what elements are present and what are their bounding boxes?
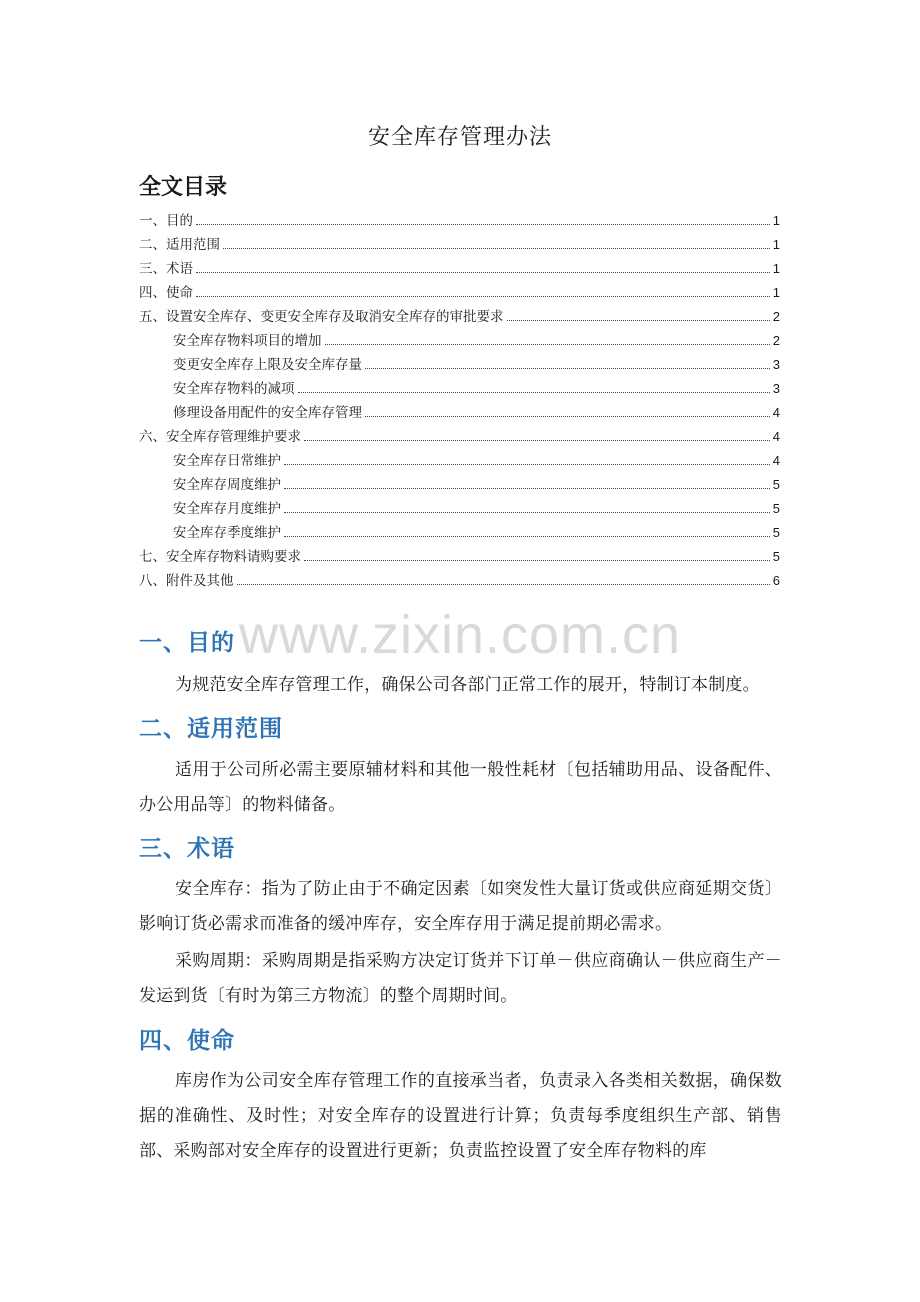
toc-dot-leader: [196, 272, 770, 273]
toc-entry-label: 修理设备用配件的安全库存管理: [173, 405, 362, 421]
toc-entry-label: 安全库存物料的减项: [173, 381, 295, 397]
toc-entry-label: 六、安全库存管理维护要求: [139, 429, 301, 445]
section-heading-purpose: 一、目的: [139, 630, 235, 656]
toc-page-number: 4: [772, 405, 780, 420]
toc-page-number: 6: [772, 573, 780, 588]
toc-entry[interactable]: [139, 521, 780, 545]
toc-entry-label: 三、术语: [139, 261, 193, 277]
toc-dot-leader: [304, 560, 770, 561]
paragraph-term-purchase-cycle: 采购周期：采购周期是指采购方决定订货并下订单－供应商确认－供应商生产－发运到货〔有时为第三方物流〕的整个周期时间。: [139, 951, 782, 1006]
toc-entry-label: 二、适用范围: [139, 237, 220, 253]
toc-dot-leader: [196, 224, 770, 225]
toc-heading: 全文目录: [139, 175, 228, 200]
toc-page-number: 1: [772, 261, 780, 276]
paragraph-mission: 库房作为公司安全库存管理工作的直接承当者，负责录入各类相关数据，确保数据的准确性、及时性；对安全库存的设置进行计算；负责每季度组织生产部、销售部、采购部对安全库存的设置进行更新；负责监控设置了安全库存物料的库: [139, 1071, 782, 1161]
toc-entry[interactable]: [139, 305, 780, 329]
toc-entry-label: 变更安全库存上限及安全库存量: [173, 357, 362, 373]
toc-page-number: 1: [772, 237, 780, 252]
watermark: www.zixin.com.cn: [238, 605, 682, 665]
toc-entry-label: 安全库存周度维护: [173, 477, 281, 493]
toc-page-number: 4: [772, 429, 780, 444]
toc-page-number: 2: [772, 309, 780, 324]
toc-entry[interactable]: [139, 497, 780, 521]
toc-entry[interactable]: [139, 257, 780, 281]
toc-page-number: 3: [772, 381, 780, 396]
toc-page-number: 1: [772, 285, 780, 300]
section-heading-terms: 三、术语: [139, 836, 235, 862]
paragraph-term-safety-stock: 安全库存：指为了防止由于不确定因素〔如突发性大量订货或供应商延期交货〕影响订货必需求而准备的缓冲库存，安全库存用于满足提前期必需求。: [139, 879, 782, 934]
toc-page-number: 3: [772, 357, 780, 372]
toc-entry[interactable]: [139, 545, 780, 569]
toc-entry[interactable]: [139, 281, 780, 305]
toc-dot-leader: [284, 464, 770, 465]
section-heading-scope: 二、适用范围: [139, 716, 283, 742]
toc-entry-label: 八、附件及其他: [139, 573, 234, 589]
document-title: 安全库存管理办法: [367, 125, 552, 150]
toc-entry-label: 安全库存季度维护: [173, 525, 281, 541]
toc-entry[interactable]: [139, 569, 780, 593]
toc-entry[interactable]: [139, 401, 780, 425]
toc-entry[interactable]: [139, 353, 780, 377]
table-of-contents: [139, 209, 780, 593]
toc-entry-label: 五、设置安全库存、变更安全库存及取消安全库存的审批要求: [139, 309, 504, 325]
toc-entry-label: 七、安全库存物料请购要求: [139, 549, 301, 565]
toc-page-number: 4: [772, 453, 780, 468]
toc-dot-leader: [507, 320, 770, 321]
toc-dot-leader: [365, 368, 770, 369]
toc-dot-leader: [365, 416, 770, 417]
toc-entry[interactable]: [139, 377, 780, 401]
paragraph-purpose: 为规范安全库存管理工作，确保公司各部门正常工作的展开，特制订本制度。: [175, 675, 760, 695]
toc-dot-leader: [298, 392, 770, 393]
toc-page-number: 1: [772, 213, 780, 228]
toc-page-number: 5: [772, 549, 780, 564]
toc-entry[interactable]: [139, 329, 780, 353]
toc-dot-leader: [284, 512, 770, 513]
toc-entry-label: 安全库存月度维护: [173, 501, 281, 517]
toc-page-number: 5: [772, 525, 780, 540]
toc-entry[interactable]: [139, 449, 780, 473]
toc-dot-leader: [196, 296, 770, 297]
toc-dot-leader: [284, 488, 770, 489]
paragraph-scope: 适用于公司所必需主要原辅材料和其他一般性耗材〔包括辅助用品、设备配件、办公用品等〕的物料储备。: [139, 760, 782, 815]
toc-page-number: 2: [772, 333, 780, 348]
toc-dot-leader: [304, 440, 770, 441]
toc-dot-leader: [284, 536, 770, 537]
toc-entry-label: 一、目的: [139, 213, 193, 229]
toc-entry[interactable]: [139, 209, 780, 233]
toc-entry[interactable]: [139, 425, 780, 449]
toc-page-number: 5: [772, 477, 780, 492]
toc-entry[interactable]: [139, 233, 780, 257]
toc-dot-leader: [325, 344, 770, 345]
toc-entry-label: 四、使命: [139, 285, 193, 301]
toc-dot-leader: [223, 248, 770, 249]
section-heading-mission: 四、使命: [139, 1028, 235, 1054]
toc-entry[interactable]: [139, 473, 780, 497]
toc-page-number: 5: [772, 501, 780, 516]
toc-dot-leader: [237, 584, 770, 585]
toc-entry-label: 安全库存日常维护: [173, 453, 281, 469]
toc-entry-label: 安全库存物料项目的增加: [173, 333, 322, 349]
